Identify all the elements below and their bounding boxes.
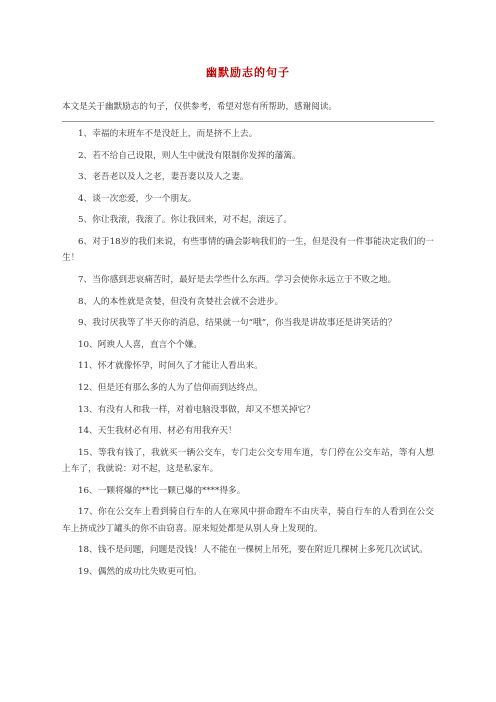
sentence-list — [62, 126, 434, 586]
list-item: 9、我讨厌我等了半天你的消息，结果就一句“哦”，你当我是讲故事还是讲笑话的？ — [78, 318, 397, 329]
list-item: 12、但是还有那么多的人为了信仰而到达终点。 — [78, 382, 263, 393]
intro-text: 本文是关于幽默励志的句子，仅供参考，希望对您有所帮助，感谢阅读。 — [62, 102, 338, 112]
list-item: 6、对于18岁的我们来说，有些事情的确会影响我们的一生，但是没有一件事能决定我们的一生！ — [62, 236, 434, 264]
list-item: 19、偶然的成功比失败更可怕。 — [78, 566, 202, 577]
list-item: 4、谈一次恋爱，少一个朋友。 — [78, 193, 197, 204]
list-item: 2、若不给自己设限，则人生中就没有限制你发挥的藩篱。 — [78, 150, 301, 161]
list-item: 15、等我有钱了，我就买一辆公交车，专门走公交专用车道，专门停在公交车站，等有人想上车了，我就说：对不起，这是私家车。 — [62, 447, 434, 475]
document-title: 幽默励志的句子 — [206, 66, 290, 79]
list-item: 17、你在公交车上看到骑自行车的人在寒风中拼命蹬车不由庆幸，骑自行车的人看到在公交车上挤成沙丁罐头的你不由窃喜。原来短处都是从别人身上发现的。 — [62, 507, 434, 534]
list-item: 1、幸福的末班车不是没赶上，而是挤不上去。 — [78, 129, 258, 139]
list-item: 18、钱不是问题，问题是没钱！人不能在一棵树上吊死，要在附近几棵树上多死几次试试。 — [78, 545, 428, 556]
list-item: 14、天生我材必有用、材必有用我弃天！ — [78, 426, 237, 437]
list-item: 16、一颗将爆的**比一颗已爆的****得多。 — [78, 485, 246, 496]
list-item: 10、阿谀人人喜，直言个个嫌。 — [78, 339, 202, 350]
divider-line — [62, 121, 434, 122]
list-item: 5、你让我滚，我滚了。你让我回来，对不起，滚远了。 — [78, 215, 293, 226]
list-item: 7、当你感到悲哀痛苦时，最好是去学些什么东西。学习会使你永远立于不败之地。 — [78, 274, 397, 285]
list-item: 13、有没有人和我一样，对着电脑没事做，却又不想关掉它？ — [78, 404, 315, 415]
list-item: 11、怀才就像怀孕，时间久了才能让人看出来。 — [78, 361, 263, 372]
list-item: 3、老吾老以及人之老，妻吾妻以及人之妻。 — [78, 172, 249, 183]
list-item: 8、人的本性就是贪婪，但没有贪婪社会就不会进步。 — [78, 296, 284, 307]
